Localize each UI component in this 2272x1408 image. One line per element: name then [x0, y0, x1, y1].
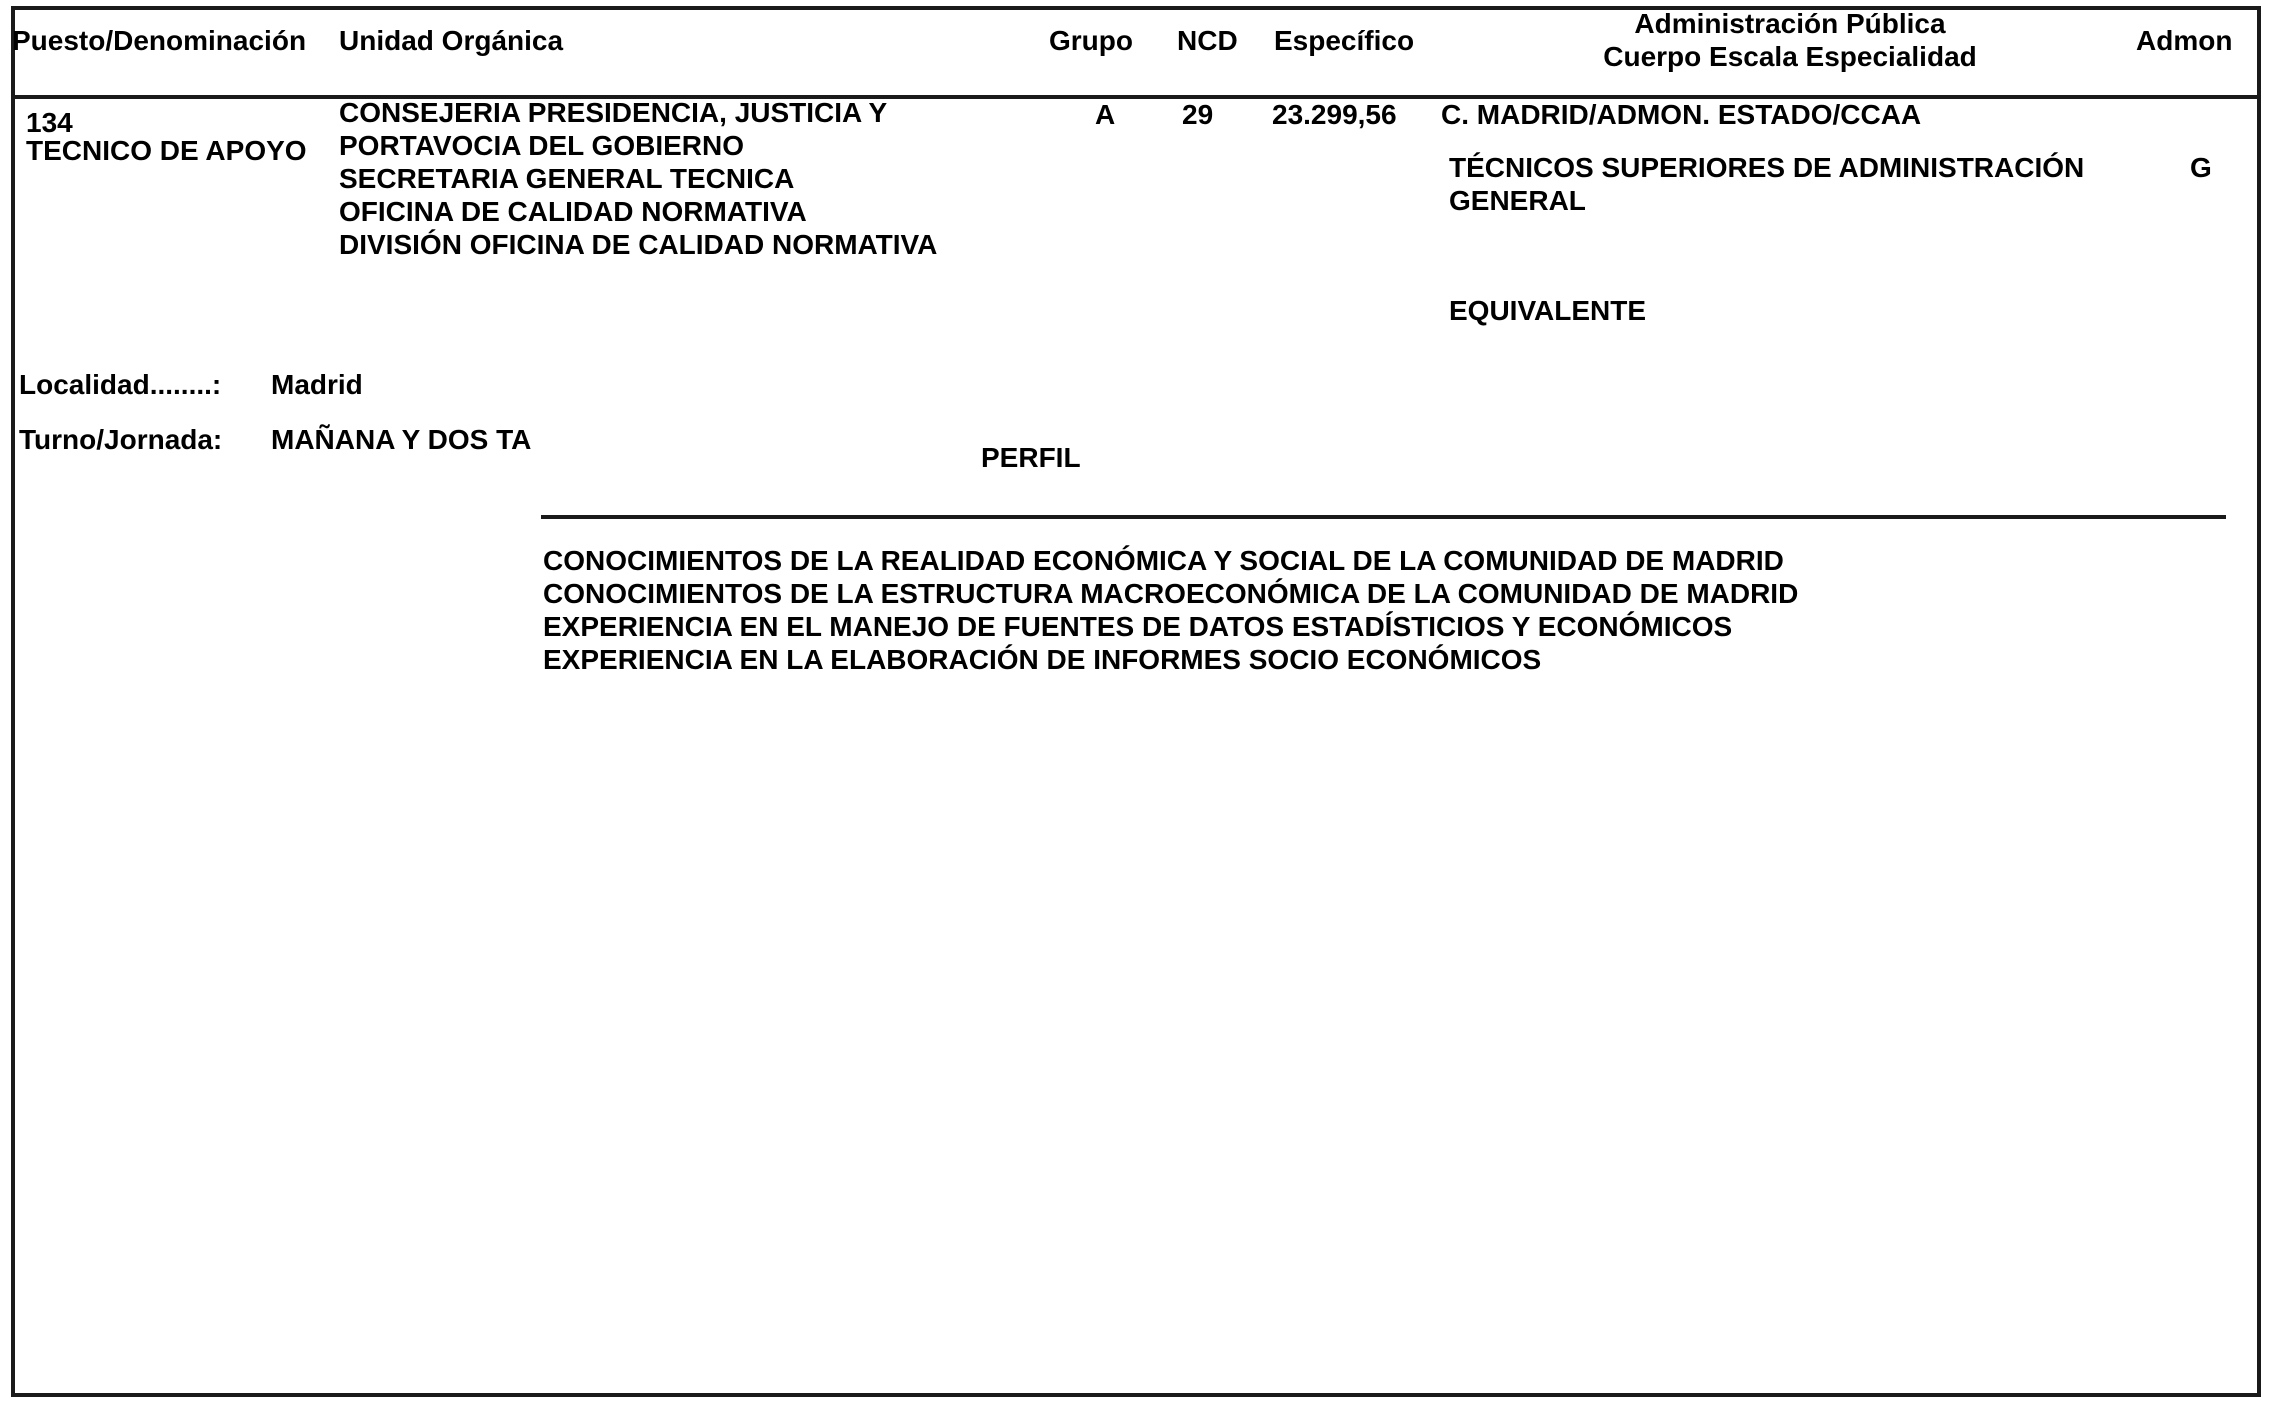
- perfil-line: EXPERIENCIA EN EL MANEJO DE FUENTES DE DATOS ESTADÍSTICIOS Y ECONÓMICOS: [543, 611, 1733, 642]
- record-number: 134: [26, 107, 73, 138]
- perfil-line: CONOCIMIENTOS DE LA REALIDAD ECONÓMICA Y SOCIAL DE LA COMUNIDAD DE MADRID: [543, 545, 1784, 576]
- header-ncd: NCD: [1177, 25, 1238, 56]
- turno-value: MAÑANA Y DOS TA: [271, 424, 532, 455]
- perfil-label: PERFIL: [981, 442, 1081, 473]
- record-admin-publica: C. MADRID/ADMON. ESTADO/CCAA: [1441, 99, 1922, 130]
- record-grupo: A: [1095, 99, 1116, 130]
- record-ncd: 29: [1182, 99, 1214, 130]
- header-especifico: Específico: [1274, 25, 1415, 56]
- header-puesto: Puesto/Denominación: [12, 25, 307, 56]
- perfil-list: [543, 544, 1798, 676]
- header-grupo: Grupo: [1049, 25, 1133, 56]
- header-unidad: Unidad Orgánica: [339, 25, 564, 56]
- record-admon: G: [2190, 152, 2212, 183]
- cuerpo-line: GENERAL: [1449, 185, 1586, 216]
- turno-label: Turno/Jornada:: [19, 424, 223, 455]
- record-denominacion: TECNICO DE APOYO: [26, 135, 307, 166]
- record-especialidad: EQUIVALENTE: [1449, 295, 1647, 326]
- localidad-label: Localidad........:: [19, 369, 222, 400]
- unidad-line: DIVISIÓN OFICINA DE CALIDAD NORMATIVA: [339, 229, 938, 260]
- unidad-line: CONSEJERIA PRESIDENCIA, JUSTICIA Y: [339, 97, 888, 128]
- header-admin-publica: Administración Pública: [1634, 8, 1946, 39]
- perfil-line: CONOCIMIENTOS DE LA ESTRUCTURA MACROECONÓMICA DE LA COMUNIDAD DE MADRID: [543, 578, 1799, 609]
- header-admon: Admon: [2136, 25, 2233, 56]
- perfil-divider: [541, 515, 2226, 519]
- unidad-line: OFICINA DE CALIDAD NORMATIVA: [339, 196, 807, 227]
- record-especifico: 23.299,56: [1272, 99, 1397, 130]
- cuerpo-line: TÉCNICOS SUPERIORES DE ADMINISTRACIÓN: [1449, 152, 2085, 183]
- perfil-line: EXPERIENCIA EN LA ELABORACIÓN DE INFORMES SOCIO ECONÓMICOS: [543, 644, 1542, 675]
- unidad-line: SECRETARIA GENERAL TECNICA: [339, 163, 795, 194]
- header-cuerpo-escala: Cuerpo Escala Especialidad: [1603, 41, 1977, 72]
- unidad-line: PORTAVOCIA DEL GOBIERNO: [339, 130, 744, 161]
- unidad-organica: [339, 96, 937, 261]
- localidad-value: Madrid: [271, 369, 363, 400]
- record-cuerpo: [1449, 151, 2084, 217]
